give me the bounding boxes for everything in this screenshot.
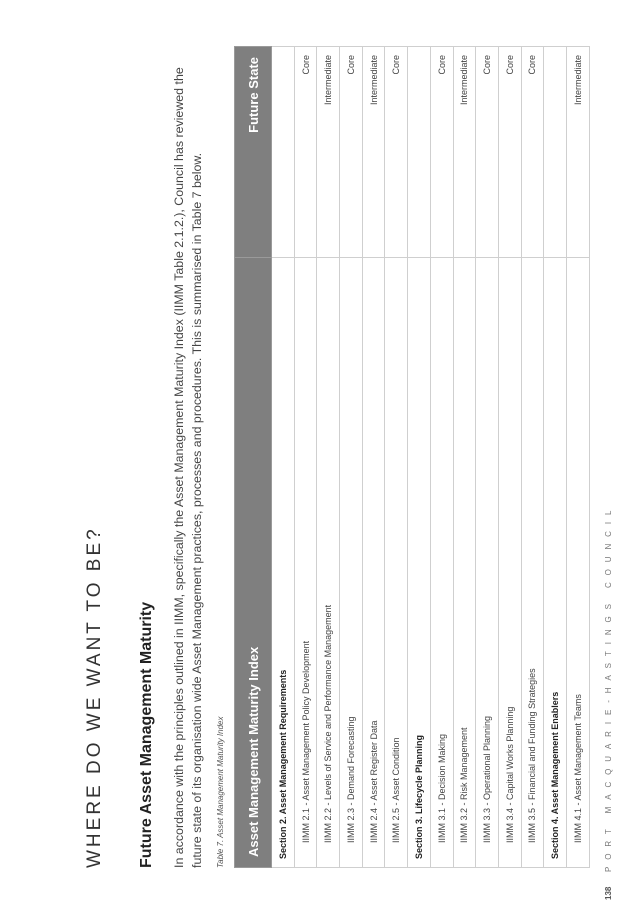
page-number: 138 xyxy=(604,886,613,900)
maturity-index-table xyxy=(234,46,590,868)
table-row xyxy=(544,47,567,868)
table-row xyxy=(317,47,340,868)
row-value xyxy=(272,47,295,258)
table-row xyxy=(340,47,363,868)
row-label: Section 3. Lifecycle Planning xyxy=(408,258,431,868)
row-value xyxy=(544,47,567,258)
table-row xyxy=(476,47,499,868)
row-label: IIMM 3.3 - Operational Planning xyxy=(476,258,499,868)
table-row xyxy=(453,47,476,868)
table-row xyxy=(566,47,589,868)
row-value: Core xyxy=(521,47,544,258)
row-label: IIMM 3.1 - Decision Making xyxy=(430,258,453,868)
table-row xyxy=(408,47,431,868)
footer-council-name: PORT MACQUARIE-HASTINGS COUNCIL xyxy=(604,503,613,872)
row-label: IIMM 2.5 - Asset Condition xyxy=(385,258,408,868)
row-value: Core xyxy=(294,47,317,258)
table-row xyxy=(521,47,544,868)
row-label: IIMM 3.4 - Capital Works Planning xyxy=(498,258,521,868)
row-value: Core xyxy=(385,47,408,258)
row-label: IIMM 2.2 - Levels of Service and Performance Management xyxy=(317,258,340,868)
row-value xyxy=(408,47,431,258)
table-caption: Table 7. Asset Management Maturity Index xyxy=(216,716,225,868)
row-value: Core xyxy=(430,47,453,258)
table-row xyxy=(385,47,408,868)
intro-paragraph: In accordance with the principles outlined in IIMM, specifically the Asset Management Maturity Index (IIMM Table 2.1.2.), Council has reviewed the future state of its organisation wide Asset Management practices, processes and procedures. This is summarised in Table 7 below. xyxy=(172,67,204,868)
table-row xyxy=(362,47,385,868)
row-value: Intermediate xyxy=(453,47,476,258)
table-row xyxy=(498,47,521,868)
table-row xyxy=(430,47,453,868)
header-maturity-index: Asset Management Maturity Index xyxy=(235,258,272,868)
row-value: Intermediate xyxy=(317,47,340,258)
row-label: IIMM 3.2 - Risk Management xyxy=(453,258,476,868)
row-value: Intermediate xyxy=(362,47,385,258)
table-row xyxy=(294,47,317,868)
page-heading: WHERE DO WE WANT TO BE? xyxy=(84,526,105,868)
row-value: Core xyxy=(498,47,521,258)
row-label: IIMM 2.3 - Demand Forecasting xyxy=(340,258,363,868)
section-subheading: Future Asset Management Maturity xyxy=(138,601,155,868)
row-label: Section 4. Asset Management Enablers xyxy=(544,258,567,868)
row-value: Intermediate xyxy=(566,47,589,258)
row-label: IIMM 3.5 - Financial and Funding Strategies xyxy=(521,258,544,868)
row-label: IIMM 4.1 - Asset Management Teams xyxy=(566,258,589,868)
table-row xyxy=(272,47,295,868)
row-label: IIMM 2.4 - Asset Register Data xyxy=(362,258,385,868)
row-value: Core xyxy=(340,47,363,258)
header-future-state: Future State xyxy=(235,47,272,258)
table-header-row xyxy=(235,47,272,868)
row-value: Core xyxy=(476,47,499,258)
row-label: Section 2. Asset Management Requirements xyxy=(272,258,295,868)
row-label: IIMM 2.1 - Asset Management Policy Development xyxy=(294,258,317,868)
